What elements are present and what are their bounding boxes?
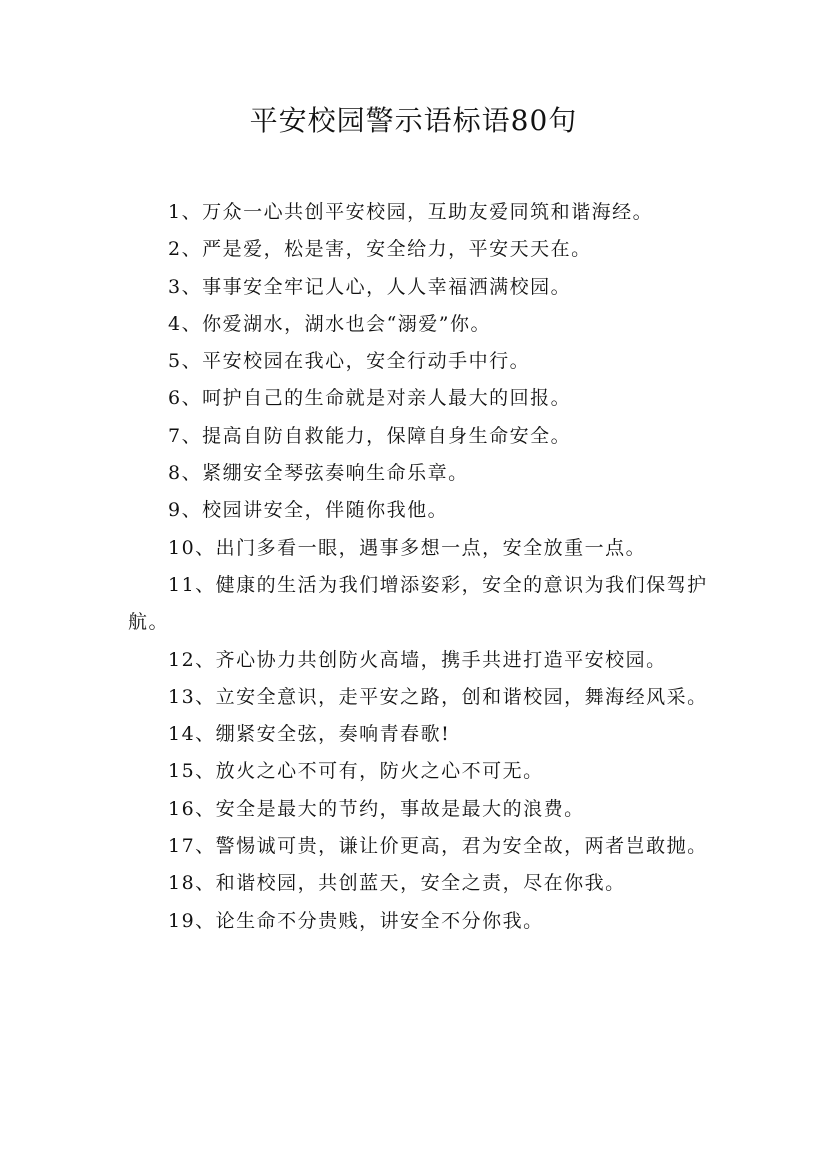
slogan-item-19: 19、论生命不分贵贱，讲安全不分你我。 [168, 909, 544, 932]
slogan-item-16: 16、安全是最大的节约，事故是最大的浪费。 [168, 797, 585, 820]
page-title: 平安校园警示语标语80句 [249, 104, 578, 137]
slogan-item-15: 15、放火之心不可有，防火之心不可无。 [168, 760, 544, 783]
slogan-item-13: 13、立安全意识，走平安之路，创和谐校园，舞海经风采。 [168, 685, 708, 708]
slogan-item-4: 4、你爱湖水，湖水也会“溺爱”你。 [168, 312, 492, 335]
slogan-item-7: 7、提高自防自救能力，保障自身生命安全。 [168, 424, 572, 447]
slogan-item-12: 12、齐心协力共创防火高墙，携手共进打造平安校园。 [168, 648, 667, 671]
slogan-list [128, 194, 720, 940]
slogan-item-14: 14、绷紧安全弦，奏响青春歌! [168, 723, 451, 746]
slogan-item-8: 8、紧绷安全琴弦奏响生命乐章。 [168, 462, 469, 485]
slogan-item-10: 10、出门多看一眼，遇事多想一点，安全放重一点。 [168, 536, 647, 559]
slogan-item-2: 2、严是爱，松是害，安全给力，平安天天在。 [168, 238, 592, 261]
slogan-item-9: 9、校园讲安全，伴随你我他。 [168, 499, 449, 522]
slogan-item-3: 3、事事安全牢记人心，人人幸福洒满校园。 [168, 275, 572, 298]
slogan-item-6: 6、呵护自己的生命就是对亲人最大的回报。 [168, 387, 572, 410]
slogan-item-18: 18、和谐校园，共创蓝天，安全之责，尽在你我。 [168, 872, 626, 895]
slogan-item-17: 17、警惕诚可贵，谦让价更高，君为安全故，两者岂敢抛。 [168, 835, 708, 858]
slogan-item-11: 11、健康的生活为我们增添姿彩，安全的意识为我们保驾护航。 [128, 573, 708, 634]
slogan-item-5: 5、平安校园在我心，安全行动手中行。 [168, 350, 531, 373]
slogan-item-1: 1、万众一心共创平安校园，互助友爱同筑和谐海经。 [168, 201, 654, 223]
